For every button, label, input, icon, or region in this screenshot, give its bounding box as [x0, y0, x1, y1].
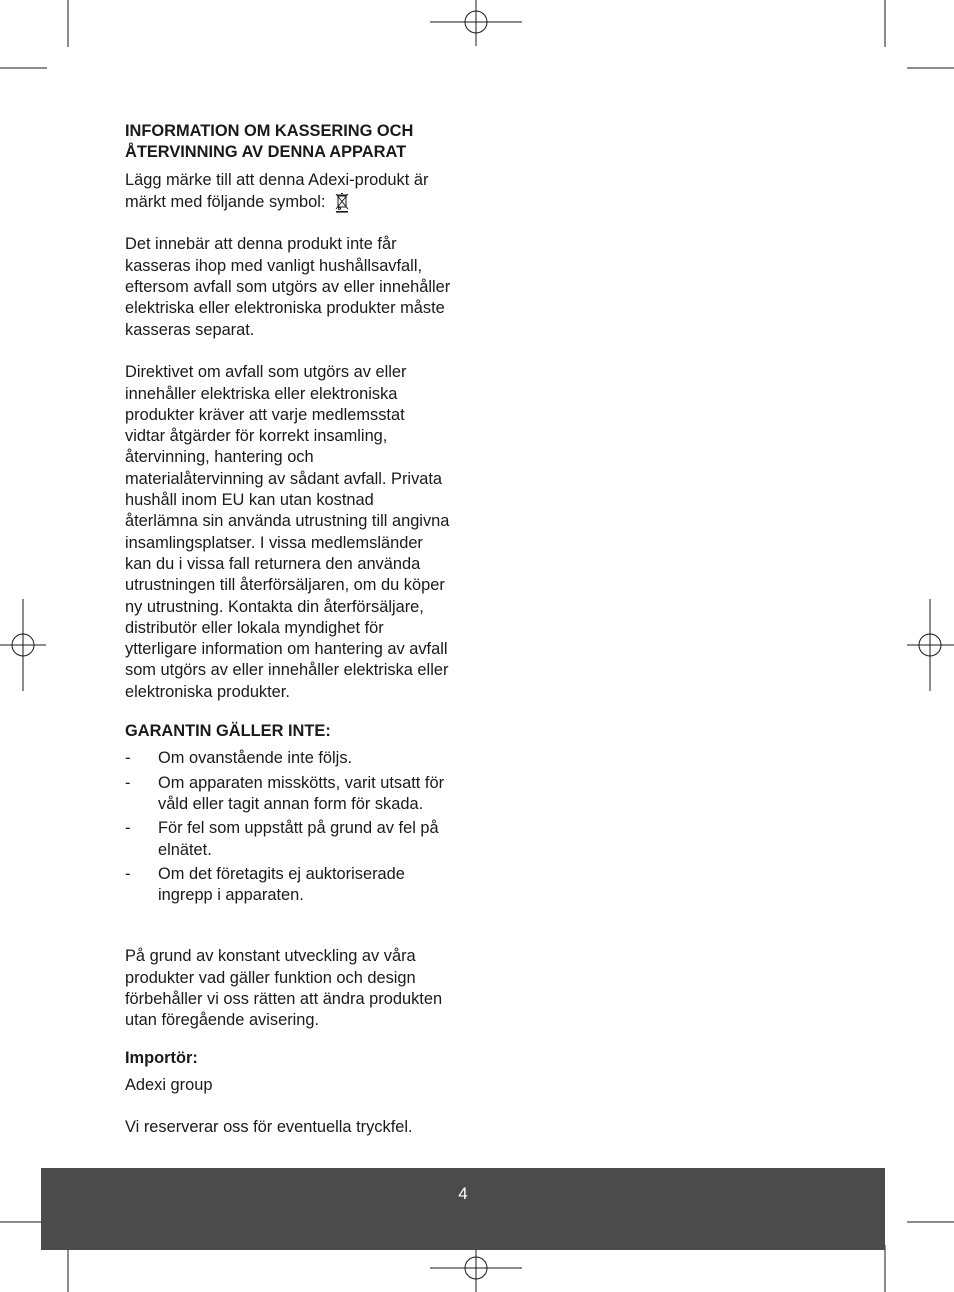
misprint-notice: Vi reserverar oss för eventuella tryckfel.	[125, 1118, 413, 1137]
list-item	[125, 818, 470, 861]
disposal-heading	[125, 121, 470, 164]
disposal-heading-line1: INFORMATION OM KASSERING OCH	[125, 122, 414, 140]
text-line: kan du i vissa fall returnera den använda	[125, 554, 421, 573]
footer-band	[41, 1168, 885, 1250]
importer-name: Adexi group	[125, 1075, 213, 1094]
bullet-dash: -	[125, 819, 131, 838]
symbol-intro	[125, 170, 470, 214]
bullet-dash: -	[125, 773, 131, 792]
text-line: vidtar åtgärder för korrekt insamling,	[125, 427, 388, 446]
list-item-text: Om det företagits ej auktoriserade	[158, 864, 405, 883]
directive-paragraph	[125, 362, 470, 703]
text-line: förbehåller vi oss rätten att ändra produkten	[125, 989, 443, 1008]
page-content	[125, 121, 470, 1139]
symbol-intro-line2: märkt med följande symbol:	[125, 192, 326, 211]
bullet-dash: -	[125, 864, 131, 883]
list-item-text: våld eller tagit annan form för skada.	[158, 794, 424, 813]
text-line: elektroniska produkter.	[125, 682, 290, 701]
text-line: På grund av konstant utveckling av våra	[125, 947, 416, 966]
list-item	[125, 748, 470, 769]
text-line: distributör eller lokala myndighet för	[125, 618, 384, 637]
list-item-text: Om apparaten misskötts, varit utsatt för	[158, 773, 445, 792]
text-line: Direktivet om avfall som utgörs av eller	[125, 363, 407, 382]
text-line: elektriska eller elektroniska produkter måste	[125, 299, 445, 318]
meaning-paragraph	[125, 234, 470, 340]
list-item-text: För fel som uppstått på grund av fel på	[158, 819, 439, 838]
text-line: ytterligare information om hantering av avfall	[125, 640, 448, 659]
list-item-text: Om ovanstående inte följs.	[158, 749, 353, 768]
reservation-paragraph	[125, 946, 470, 1031]
text-line: utan föregående avisering.	[125, 1011, 320, 1030]
text-line: eftersom avfall som utgörs av eller innehåller	[125, 278, 451, 297]
crossed-out-wheelie-bin-icon	[334, 191, 350, 213]
text-line: produkter kräver att varje medlemsstat	[125, 405, 405, 424]
disposal-heading-line2: ÅTERVINNING AV DENNA APPARAT	[125, 143, 407, 162]
warranty-exclusions-list	[125, 748, 470, 906]
text-line: produkter vad gäller funktion och design	[125, 968, 416, 987]
bullet-dash: -	[125, 749, 131, 768]
warranty-heading: GARANTIN GÄLLER INTE:	[125, 722, 331, 741]
text-line: som utgörs av eller innehåller elektriska eller	[125, 661, 449, 680]
text-line: innehåller elektriska eller elektroniska	[125, 384, 398, 403]
text-line: återlämna sin använda utrustning till angivna	[125, 512, 450, 531]
page-number: 4	[458, 1184, 468, 1203]
text-line: kasseras ihop med vanligt hushållsavfall,	[125, 256, 423, 275]
text-line: Det innebär att denna produkt inte får	[125, 235, 397, 254]
list-item	[125, 773, 470, 816]
list-item-text: ingrepp i apparaten.	[158, 886, 304, 905]
list-item-text: elnätet.	[158, 840, 212, 859]
text-line: materialåtervinning av sådant avfall. Privata	[125, 469, 443, 488]
list-item	[125, 864, 470, 907]
text-line: insamlingsplatser. I vissa medlemsländer	[125, 533, 423, 552]
text-line: återvinning, hantering och	[125, 448, 314, 467]
symbol-intro-line1: Lägg märke till att denna Adexi-produkt är	[125, 170, 429, 189]
importer-label: Importör:	[125, 1048, 198, 1067]
text-line: ny utrustning. Kontakta din återförsäljare,	[125, 597, 424, 616]
text-line: hushåll inom EU kan utan kostnad	[125, 491, 374, 510]
text-line: utrustningen till återförsäljaren, om du köper	[125, 576, 445, 595]
text-line: kasseras separat.	[125, 320, 255, 339]
